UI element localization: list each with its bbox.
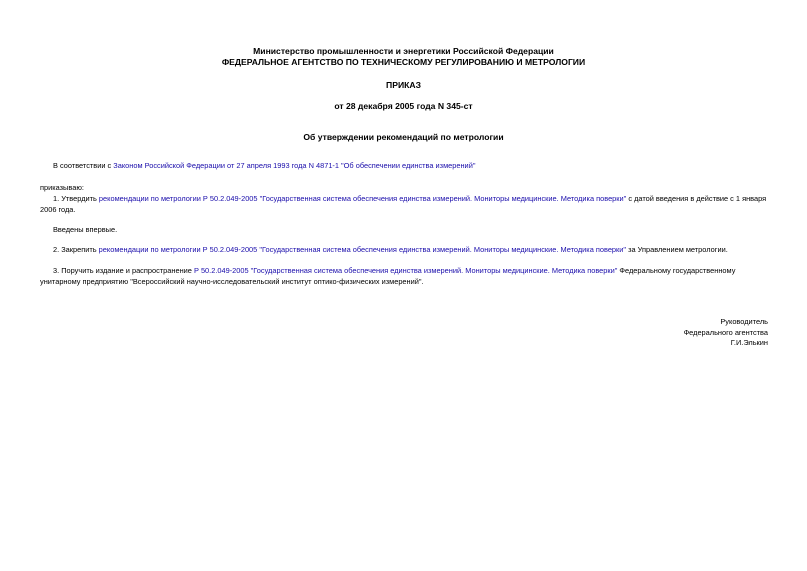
item-2-paragraph bbox=[40, 245, 770, 256]
item-2-link[interactable]: рекомендации по метрологии Р 50.2.049-2005 "Государственная система обеспечения единства измерений. Мониторы медицинские. Методика поверки" bbox=[98, 245, 627, 254]
item-1-suffix: с датой введения в действие с 1 января 2006 года. bbox=[40, 194, 767, 214]
doc-type-heading: ПРИКАЗ bbox=[386, 80, 421, 90]
preamble-text: В соответствии с bbox=[53, 161, 114, 170]
signature-agency: Федерального агентства bbox=[683, 328, 768, 337]
signature-title: Руководитель bbox=[720, 317, 768, 326]
item-3-paragraph bbox=[40, 266, 770, 287]
order-word: приказываю: bbox=[40, 183, 84, 192]
ministry-heading: Министерство промышленности и энергетики Российской Федерации bbox=[253, 46, 554, 56]
item-3-prefix: 3. Поручить издание и распространение bbox=[53, 266, 194, 275]
law-link[interactable]: Законом Российской Федерации от 27 апреля 1993 года N 4871-1 "Об обеспечении единства измерений" bbox=[113, 161, 476, 170]
introduced-note: Введены впервые. bbox=[53, 225, 118, 234]
item-2-suffix: за Управлением метрологии. bbox=[626, 245, 728, 254]
agency-heading: ФЕДЕРАЛЬНОЕ АГЕНТСТВО ПО ТЕХНИЧЕСКОМУ РЕГУЛИРОВАНИЮ И МЕТРОЛОГИИ bbox=[221, 57, 586, 67]
item-1-link[interactable]: рекомендации по метрологии Р 50.2.049-2005 "Государственная система обеспечения единства измерений. Мониторы медицинские. Методика поверки" bbox=[98, 194, 627, 203]
item-2-prefix: 2. Закрепить bbox=[53, 245, 99, 254]
doc-date-heading: от 28 декабря 2005 года N 345-ст bbox=[334, 101, 473, 111]
item-1-prefix: 1. Утвердить bbox=[53, 194, 99, 203]
item-3-link[interactable]: Р 50.2.049-2005 "Государственная система обеспечения единства измерений. Мониторы медицинские. Методика поверки" bbox=[193, 266, 618, 275]
item-3-suffix: Федеральному государственному унитарному предприятию "Всероссийский научно-исследовательский институт оптико-физических измерений". bbox=[40, 266, 736, 286]
signature-name: Г.И.Элькин bbox=[730, 338, 768, 347]
preamble-paragraph bbox=[40, 161, 770, 172]
item-1-paragraph bbox=[40, 194, 770, 215]
doc-subject-heading: Об утверждении рекомендаций по метрологии bbox=[303, 132, 504, 142]
